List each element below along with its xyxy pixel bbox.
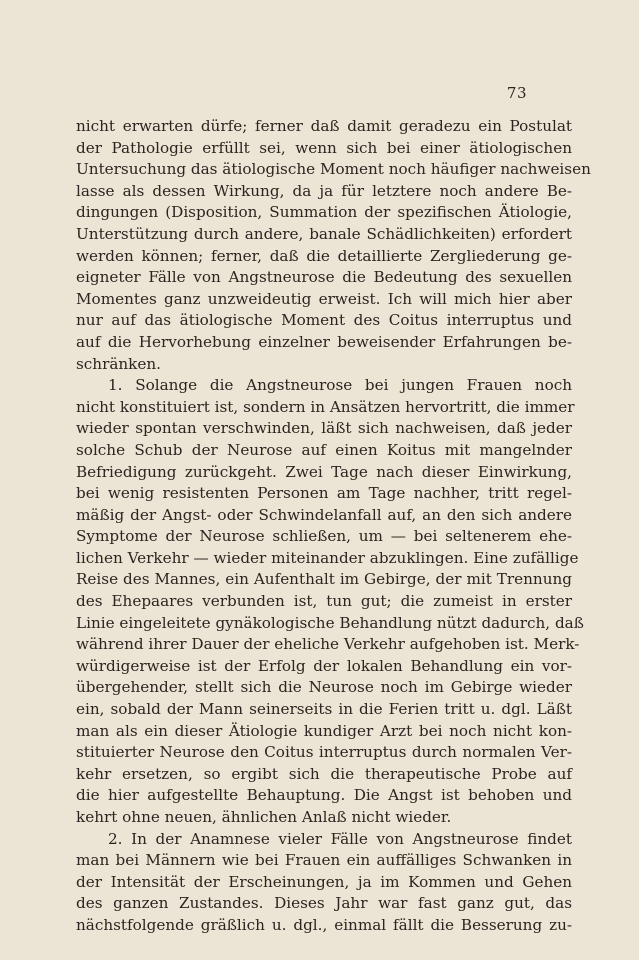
text-line: Symptome der Neurose schließen, um — bei seltenerem ehe-: [76, 527, 572, 546]
text-line: eigneter Fälle von Angstneurose die Bedeutung des sexuellen: [76, 268, 572, 287]
text-line: bei wenig resistenten Personen am Tage nachher, tritt regel-: [76, 484, 572, 503]
text-line: Momentes ganz unzweideutig erweist. Ich will mich hier aber: [76, 289, 572, 308]
text-line: nicht erwarten dürfe; ferner daß damit geradezu ein Postulat: [76, 117, 572, 135]
text-line: Linie eingeleitete gynäkologische Behandlung nützt dadurch, daß: [76, 613, 584, 632]
text-line: wieder spontan verschwinden, läßt sich nachweisen, daß jeder: [76, 419, 572, 438]
text-line: 1. Solange die Angstneurose bei jungen Frauen noch: [108, 376, 572, 395]
text-line: die hier aufgestellte Behauptung. Die Angst ist behoben und: [76, 786, 572, 805]
text-line: 2. In der Anamnese vieler Fälle von Angstneurose findet: [108, 829, 572, 848]
text-line: dingungen (Disposition, Summation der spezifischen Ätiologie,: [76, 203, 572, 222]
text-line: schränken.: [76, 354, 161, 373]
text-line: auf die Hervorhebung einzelner beweisender Erfahrungen be-: [76, 332, 572, 351]
text-line: Reise des Mannes, ein Aufenthalt im Gebirge, der mit Trennung: [76, 570, 572, 589]
page-number: 73: [506, 84, 527, 102]
text-line: Befriedigung zurückgeht. Zwei Tage nach dieser Einwirkung,: [76, 462, 572, 481]
text-line: ein, sobald der Mann seinerseits in die Ferien tritt u. dgl. Läßt: [76, 700, 572, 719]
text-line: Untersuchung das ätiologische Moment noch häufiger nachweisen: [76, 160, 591, 179]
text-line: stituierter Neurose den Coitus interruptus durch normalen Ver-: [76, 743, 572, 762]
text-line: nächstfolgende gräßlich u. dgl., einmal fällt die Besserung zu-: [76, 915, 572, 934]
text-line: kehr ersetzen, so ergibt sich die therapeutische Probe auf: [76, 764, 572, 783]
text-line: man bei Männern wie bei Frauen ein auffälliges Schwanken in: [76, 851, 572, 870]
text-line: werden können; ferner, daß die detaillierte Zergliederung ge-: [76, 246, 572, 265]
text-line: der Intensität der Erscheinungen, ja im Kommen und Gehen: [76, 872, 572, 891]
text-line: solche Schub der Neurose auf einen Koitus mit mangelnder: [76, 440, 572, 459]
text-line: lichen Verkehr — wieder miteinander abzuklingen. Eine zufällige: [76, 548, 579, 567]
text-line: während ihrer Dauer der eheliche Verkehr aufgehoben ist. Merk-: [76, 635, 580, 654]
text-line: nicht konstituiert ist, sondern in Ansätzen hervortritt, die immer: [76, 397, 575, 416]
text-line: würdigerweise ist der Erfolg der lokalen Behandlung ein vor-: [76, 656, 572, 675]
text-line: nur auf das ätiologische Moment des Coitus interruptus und: [76, 311, 572, 330]
text-line: übergehender, stellt sich die Neurose noch im Gebirge wieder: [76, 678, 572, 697]
text-line: der Pathologie erfüllt sei, wenn sich bei einer ätiologischen: [76, 138, 572, 157]
body-text: [76, 116, 591, 937]
text-line: man als ein dieser Ätiologie kundiger Arzt bei noch nicht kon-: [76, 721, 572, 740]
text-line: Unterstützung durch andere, banale Schädlichkeiten) erfordert: [76, 224, 572, 243]
text-line: mäßig der Angst- oder Schwindelanfall auf, an den sich andere: [76, 505, 572, 524]
text-line: des Ehepaares verbunden ist, tun gut; die zumeist in erster: [76, 592, 572, 611]
text-line: des ganzen Zustandes. Dieses Jahr war fast ganz gut, das: [76, 894, 572, 913]
text-line: kehrt ohne neuen, ähnlichen Anlaß nicht wieder.: [76, 808, 452, 826]
text-line: lasse als dessen Wirkung, da ja für letztere noch andere Be-: [76, 181, 572, 200]
